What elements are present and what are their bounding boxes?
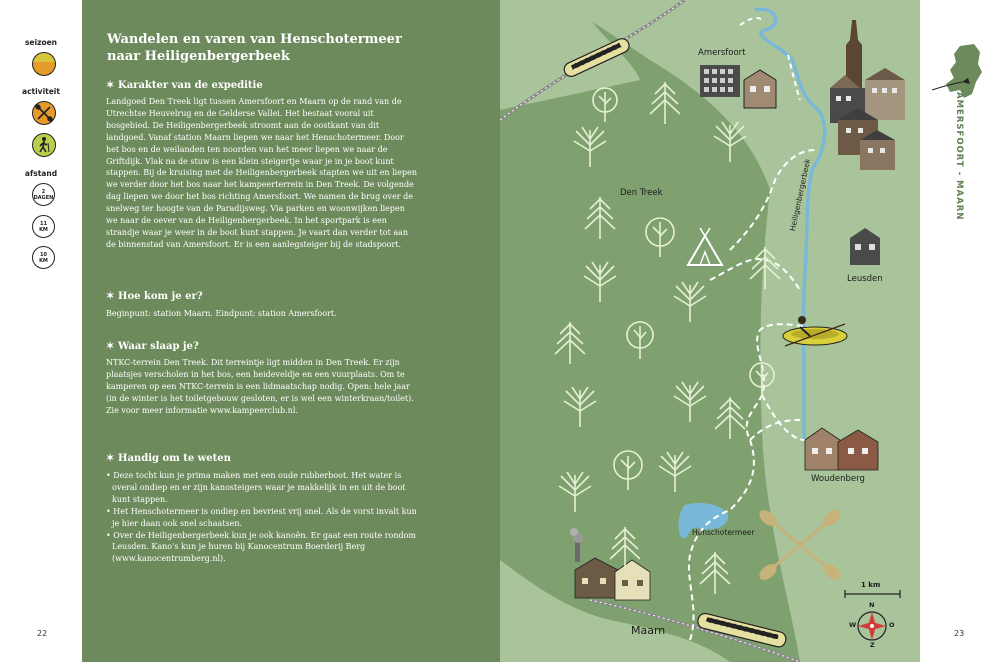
place-label-woudenberg: Woudenberg [811, 474, 865, 484]
forest-trees [555, 82, 780, 594]
asterisk-icon: ✶ [106, 291, 115, 302]
campsite-tent-icon [688, 228, 722, 265]
article-panel [82, 0, 500, 662]
asterisk-icon: ✶ [106, 341, 115, 352]
distance-km-value-1: 11 [40, 220, 47, 227]
section-heading-hoe: ✶ Hoe kom je er? [106, 291, 203, 302]
scale-label: 1 km [861, 581, 881, 589]
list-item: • Over de Heiligenbergerbeek kun je ook kanoën. Er gaat een route rondom Leusden. Kano's kun je huren bij Kanocentrum Boerderij Berg (www.kanocentrumberg.nl). [106, 530, 417, 564]
asterisk-icon: ✶ [106, 453, 115, 464]
distance-days-value: 2 [41, 188, 46, 195]
place-label-maarn: Maarn [631, 624, 666, 637]
section-text-slaap: NTKC-terrein Den Treek. Dit terreintje ligt midden in Den Treek. Er zijn plaatsjes verscholen in het bos, een heideveldje en een vuurplaats. Om te kamperen op een NTKC-terrein is een lidmaatschap nodig. Open: hele jaar (in de winter is het toiletgebouw gesloten, er is wel een winterkraan/toilet). Zie voor meer informatie www.kampeerclub.nl. [106, 358, 414, 415]
activity-label: activiteit [22, 87, 60, 96]
list-item: • Deze tocht kun je prima maken met een oude rubberboot. Het water is overal ondiep en er zijn kanosteigers waar je makkelijk in en uit de boot kunt stappen. [106, 471, 406, 504]
page-number-right: 23 [954, 629, 965, 638]
season-icon [32, 52, 56, 76]
section-heading-handig: ✶ Handig om te weten [106, 453, 231, 464]
distance-days-badge [32, 183, 55, 206]
compass-north: N [869, 601, 875, 609]
compass-rose-icon [858, 612, 886, 640]
distance-label: afstand [24, 169, 58, 178]
place-label-leusden: Leusden [847, 274, 883, 284]
distance-km-unit-1: KM [39, 226, 48, 233]
route-map [500, 0, 920, 662]
section-text-hoe: Beginpunt: station Maarn. Eindpunt: station Amersfoort. [106, 309, 337, 318]
place-label-den-treek: Den Treek [620, 188, 663, 198]
compass-south: Z [870, 641, 875, 649]
paddle-icon [32, 101, 56, 125]
distance-km-value-2: 10 [40, 251, 47, 258]
page-number-left: 22 [37, 629, 48, 638]
region-title: AMERSFOORT - MAARN [954, 92, 964, 221]
season-label: seizoen [24, 38, 58, 47]
region-title-vertical [952, 92, 966, 222]
place-label-amersfoort: Amersfoort [698, 48, 746, 58]
compass-west: W [849, 621, 857, 629]
left-margin [0, 0, 82, 662]
article-title: Wandelen en varen van Henschotermeer naar Heiligenbergerbeek [107, 32, 402, 64]
river-label: Heiligenbergerbeek [788, 157, 813, 232]
section-heading-slaap: ✶ Waar slaap je? [106, 341, 199, 352]
maarn-farm-icon [570, 528, 650, 600]
section-text-karakter: Landgoed Den Treek ligt tussen Amersfoort en Maarn op de rand van de Utrechtse Heuvelrug en de Gelderse Vallei. Het bestaat vooral uit bosgebied. De Heiligenbergerbeek stroomt aan de oostkant van dit landgoed. Vanaf station Maarn liepen we naar het Henschotermeer. Door het bos en de weilanden ten noorden van het meer liepen we naar de Griftdijk. Vlak na de stuw is een klein steigertje waar je in je boot kunt stappen. Bij de kruising met de Heiligenbergerbeek stapten we uit en liepen we verder door het bos naar het kampeerterrein in Den Treek. De volgende dag liepen we door het bos richting Amersfoort. We namen de brug over de snelweg ter hoogte van de Paradijsweg. Via parken en woonwijken liepen we naar de oever van de Heiligenbergerbeek. In het sportpark is een strandje waar je weer in de boot kunt stappen. Je vaart dan verder tot aan de binnenstad van Amersfoort. Er is een aanlegsteiger bij de stadspoort. [106, 97, 417, 249]
distance-km-badge-2 [32, 246, 55, 269]
place-label-henschotermeer: Henschotermeer [692, 528, 755, 537]
map-canvas [500, 0, 920, 662]
distance-days-unit: DAGEN [33, 194, 54, 201]
distance-km-badge-1 [32, 215, 55, 238]
distance-km-unit-2: KM [39, 257, 48, 264]
section-heading-karakter: ✶ Karakter van de expeditie [106, 80, 263, 91]
asterisk-icon: ✶ [106, 80, 115, 91]
section-list-handig [106, 470, 418, 565]
compass-east: O [889, 621, 895, 629]
list-item: • Het Henschotermeer is ondiep en bevriest vrij snel. Als de vorst invalt kun je hier daan ook snel schaatsen. [106, 506, 417, 528]
hiker-icon [32, 133, 56, 157]
